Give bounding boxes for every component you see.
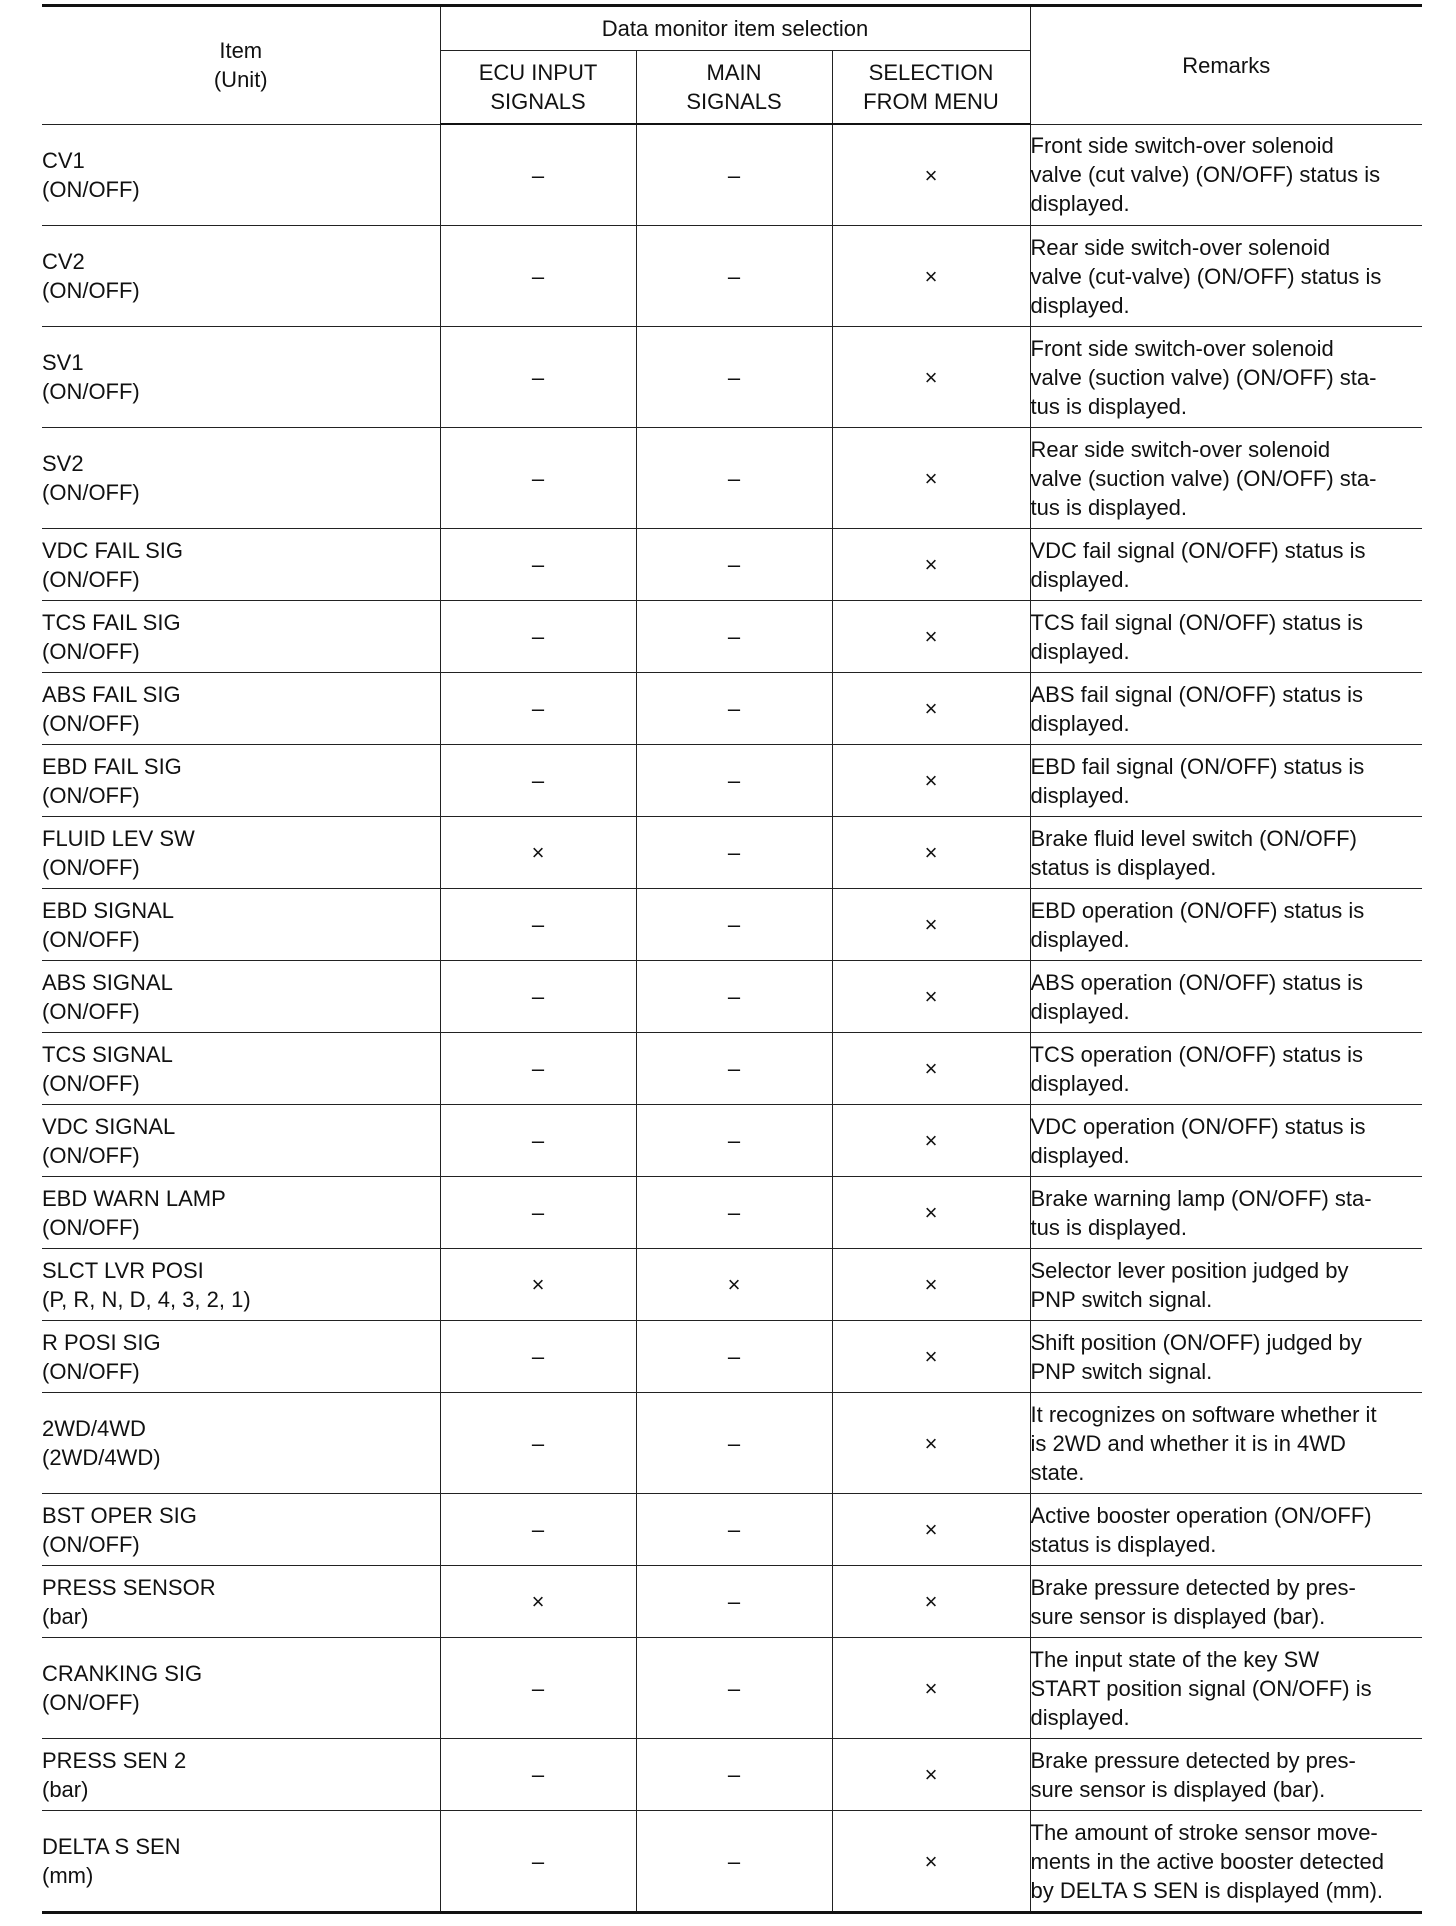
remarks-line: valve (cut valve) (ON/OFF) status is xyxy=(1030,162,1381,188)
item-unit: (ON/OFF) xyxy=(42,480,140,505)
header-remarks: Remarks xyxy=(1030,6,1422,125)
item-name: SLCT LVR POSI xyxy=(42,1257,204,1283)
remarks-line: PNP switch signal. xyxy=(1030,1358,1213,1384)
selection-menu-mark: × xyxy=(832,601,1030,673)
header-ecu-input-signals: ECU INPUT SIGNALS xyxy=(440,51,636,125)
table-row xyxy=(42,745,1422,817)
remarks-line: displayed. xyxy=(1030,926,1130,952)
main-signals-mark: – xyxy=(636,961,832,1033)
item-unit: (ON/OFF) xyxy=(42,998,140,1024)
main-signals-mark: – xyxy=(636,124,832,226)
ecu-input-mark: – xyxy=(440,529,636,601)
table-row xyxy=(42,1033,1422,1105)
remarks-line: sure sensor is displayed (bar). xyxy=(1030,1603,1326,1629)
selection-menu-mark: × xyxy=(832,529,1030,601)
item-unit: (ON/OFF) xyxy=(42,782,140,808)
remarks-cell xyxy=(1030,1811,1422,1913)
item-cell xyxy=(42,529,440,601)
item-name: TCS FAIL SIG xyxy=(42,609,181,635)
main-signals-mark: – xyxy=(636,1105,832,1177)
remarks-line: Brake fluid level switch (ON/OFF) xyxy=(1030,825,1357,851)
main-signals-mark: – xyxy=(636,428,832,529)
ecu-input-mark: – xyxy=(440,1494,636,1566)
item-cell xyxy=(42,961,440,1033)
table-row xyxy=(42,124,1422,226)
ecu-input-mark: – xyxy=(440,961,636,1033)
item-cell xyxy=(42,1566,440,1638)
table-row xyxy=(42,428,1422,529)
main-signals-mark: – xyxy=(636,889,832,961)
selection-menu-mark: × xyxy=(832,428,1030,529)
selection-menu-mark: × xyxy=(832,1321,1030,1393)
item-unit: (ON/OFF) xyxy=(42,638,140,664)
selection-menu-mark: × xyxy=(832,1177,1030,1249)
remarks-line: sure sensor is displayed (bar). xyxy=(1030,1776,1326,1802)
item-name: EBD SIGNAL xyxy=(42,897,175,923)
remarks-line: displayed. xyxy=(1030,998,1130,1024)
selection-menu-mark: × xyxy=(832,226,1030,327)
remarks-cell xyxy=(1030,428,1422,529)
table-row xyxy=(42,1739,1422,1811)
remarks-line: TCS fail signal (ON/OFF) status is xyxy=(1030,609,1364,635)
selection-menu-mark: × xyxy=(832,817,1030,889)
remarks-cell xyxy=(1030,1177,1422,1249)
selection-menu-mark: × xyxy=(832,1638,1030,1739)
remarks-cell xyxy=(1030,1638,1422,1739)
ecu-input-mark: – xyxy=(440,601,636,673)
item-unit: (ON/OFF) xyxy=(42,1531,140,1557)
header-selection-from-menu: SELECTION FROM MENU xyxy=(832,51,1030,125)
remarks-line: START position signal (ON/OFF) is xyxy=(1030,1675,1372,1701)
main-signals-mark: – xyxy=(636,745,832,817)
item-name: R POSI SIG xyxy=(42,1329,161,1355)
selection-menu-mark: × xyxy=(832,124,1030,226)
selection-menu-mark: × xyxy=(832,673,1030,745)
item-unit: (ON/OFF) xyxy=(42,1070,140,1096)
remarks-line: status is displayed. xyxy=(1030,854,1217,880)
main-signals-mark: – xyxy=(636,1739,832,1811)
item-name: EBD FAIL SIG xyxy=(42,753,182,779)
item-cell xyxy=(42,124,440,226)
item-name: SV1 xyxy=(42,350,84,375)
remarks-line: TCS operation (ON/OFF) status is xyxy=(1030,1041,1364,1067)
remarks-line: valve (cut-valve) (ON/OFF) status is xyxy=(1030,263,1382,289)
remarks-line: tus is displayed. xyxy=(1030,494,1188,520)
remarks-cell xyxy=(1030,1393,1422,1494)
item-name: VDC FAIL SIG xyxy=(42,537,184,563)
table-row xyxy=(42,1566,1422,1638)
item-cell xyxy=(42,745,440,817)
table-body xyxy=(42,124,1422,1913)
table-row xyxy=(42,1105,1422,1177)
remarks-cell xyxy=(1030,226,1422,327)
table-row xyxy=(42,1393,1422,1494)
remarks-cell xyxy=(1030,817,1422,889)
main-signals-mark: – xyxy=(636,327,832,428)
item-name: CV2 xyxy=(42,249,85,274)
main-signals-mark: – xyxy=(636,1177,832,1249)
header-unit-label: (Unit) xyxy=(213,67,268,93)
item-unit: (ON/OFF) xyxy=(42,926,140,952)
remarks-line: displayed. xyxy=(1030,566,1130,592)
ecu-input-mark: – xyxy=(440,1638,636,1739)
item-cell xyxy=(42,1638,440,1739)
table-row xyxy=(42,961,1422,1033)
table-row xyxy=(42,327,1422,428)
remarks-line: EBD operation (ON/OFF) status is xyxy=(1030,897,1365,923)
header-main-signals: MAIN SIGNALS xyxy=(636,51,832,125)
ecu-input-mark: – xyxy=(440,1811,636,1913)
selection-menu-mark: × xyxy=(832,1249,1030,1321)
item-cell xyxy=(42,889,440,961)
item-unit: (bar) xyxy=(42,1776,89,1802)
ecu-input-mark: × xyxy=(440,817,636,889)
item-name: SV2 xyxy=(42,451,84,476)
table-header xyxy=(42,6,1422,125)
remarks-cell xyxy=(1030,529,1422,601)
remarks-line: ABS fail signal (ON/OFF) status is xyxy=(1030,681,1364,707)
header-item-label: Item xyxy=(219,38,263,64)
item-cell xyxy=(42,226,440,327)
item-name: TCS SIGNAL xyxy=(42,1041,173,1067)
ecu-input-mark: – xyxy=(440,1739,636,1811)
item-unit: (bar) xyxy=(42,1603,89,1629)
item-unit: (ON/OFF) xyxy=(42,1142,140,1168)
remarks-cell xyxy=(1030,1105,1422,1177)
remarks-line: Brake pressure detected by pres- xyxy=(1030,1574,1356,1600)
main-signals-mark: – xyxy=(636,1321,832,1393)
item-unit: (ON/OFF) xyxy=(42,379,140,404)
item-cell xyxy=(42,1177,440,1249)
main-signals-mark: – xyxy=(636,1494,832,1566)
table-row xyxy=(42,1321,1422,1393)
ecu-input-mark: – xyxy=(440,124,636,226)
item-cell xyxy=(42,673,440,745)
item-name: FLUID LEV SW xyxy=(42,825,195,851)
remarks-line: displayed. xyxy=(1030,710,1130,736)
ecu-input-mark: – xyxy=(440,889,636,961)
selection-menu-mark: × xyxy=(832,889,1030,961)
remarks-line: displayed. xyxy=(1030,1070,1130,1096)
remarks-line: displayed. xyxy=(1030,782,1130,808)
remarks-cell xyxy=(1030,961,1422,1033)
item-unit: (ON/OFF) xyxy=(42,278,140,303)
item-name: PRESS SEN 2 xyxy=(42,1747,187,1773)
item-cell xyxy=(42,1739,440,1811)
item-name: DELTA S SEN xyxy=(42,1834,181,1859)
item-unit: (2WD/4WD) xyxy=(42,1445,161,1470)
remarks-line: EBD fail signal (ON/OFF) status is xyxy=(1030,753,1365,779)
remarks-line: Shift position (ON/OFF) judged by xyxy=(1030,1329,1362,1355)
item-cell xyxy=(42,327,440,428)
remarks-cell xyxy=(1030,124,1422,226)
item-unit: (ON/OFF) xyxy=(42,566,140,592)
remarks-line: The input state of the key SW xyxy=(1030,1646,1320,1672)
remarks-cell xyxy=(1030,1033,1422,1105)
remarks-line: by DELTA S SEN is displayed (mm). xyxy=(1030,1877,1384,1903)
remarks-cell xyxy=(1030,1739,1422,1811)
main-signals-mark: – xyxy=(636,529,832,601)
remarks-line: It recognizes on software whether it xyxy=(1030,1401,1377,1427)
ecu-input-mark: – xyxy=(440,226,636,327)
table-row xyxy=(42,529,1422,601)
main-signals-mark: – xyxy=(636,226,832,327)
main-signals-mark: – xyxy=(636,1393,832,1494)
header-item xyxy=(42,6,440,125)
item-cell xyxy=(42,1105,440,1177)
table-row xyxy=(42,889,1422,961)
item-unit: (ON/OFF) xyxy=(42,176,140,202)
remarks-cell xyxy=(1030,1321,1422,1393)
item-unit: (ON/OFF) xyxy=(42,1690,140,1715)
selection-menu-mark: × xyxy=(832,1494,1030,1566)
ecu-input-mark: – xyxy=(440,1033,636,1105)
remarks-line: Front side switch-over solenoid xyxy=(1030,335,1334,361)
remarks-cell xyxy=(1030,601,1422,673)
table-row xyxy=(42,1811,1422,1913)
remarks-line: status is displayed. xyxy=(1030,1531,1217,1557)
item-cell xyxy=(42,1033,440,1105)
item-unit: (ON/OFF) xyxy=(42,854,140,880)
remarks-cell xyxy=(1030,1249,1422,1321)
remarks-line: Brake warning lamp (ON/OFF) sta- xyxy=(1030,1185,1372,1211)
selection-menu-mark: × xyxy=(832,1566,1030,1638)
item-name: ABS FAIL SIG xyxy=(42,681,181,707)
table-row xyxy=(42,1177,1422,1249)
remarks-line: valve (suction valve) (ON/OFF) sta- xyxy=(1030,465,1377,491)
data-monitor-table xyxy=(42,4,1422,1914)
remarks-line: displayed. xyxy=(1030,1142,1130,1168)
item-name: PRESS SENSOR xyxy=(42,1574,216,1600)
item-unit: (P, R, N, D, 4, 3, 2, 1) xyxy=(42,1286,251,1312)
item-cell xyxy=(42,428,440,529)
table-row xyxy=(42,1249,1422,1321)
main-signals-mark: – xyxy=(636,1033,832,1105)
ecu-input-mark: – xyxy=(440,1393,636,1494)
item-name: 2WD/4WD xyxy=(42,1416,146,1441)
remarks-cell xyxy=(1030,745,1422,817)
main-signals-mark: – xyxy=(636,601,832,673)
item-unit: (ON/OFF) xyxy=(42,1358,140,1384)
ecu-input-mark: – xyxy=(440,1177,636,1249)
main-signals-mark: – xyxy=(636,1638,832,1739)
item-name: BST OPER SIG xyxy=(42,1502,197,1528)
table-row xyxy=(42,1494,1422,1566)
remarks-line: tus is displayed. xyxy=(1030,1214,1188,1240)
remarks-line: Rear side switch-over solenoid xyxy=(1030,234,1331,260)
item-name: VDC SIGNAL xyxy=(42,1113,176,1139)
selection-menu-mark: × xyxy=(832,1811,1030,1913)
ecu-input-mark: – xyxy=(440,673,636,745)
item-cell xyxy=(42,1321,440,1393)
remarks-line: VDC fail signal (ON/OFF) status is xyxy=(1030,537,1366,563)
selection-menu-mark: × xyxy=(832,745,1030,817)
selection-menu-mark: × xyxy=(832,1739,1030,1811)
ecu-input-mark: – xyxy=(440,1321,636,1393)
selection-menu-mark: × xyxy=(832,961,1030,1033)
item-cell xyxy=(42,601,440,673)
main-signals-mark: – xyxy=(636,1811,832,1913)
remarks-line: Active booster operation (ON/OFF) xyxy=(1030,1502,1372,1528)
ecu-input-mark: – xyxy=(440,745,636,817)
remarks-line: displayed. xyxy=(1030,191,1130,217)
item-cell xyxy=(42,1811,440,1913)
item-cell xyxy=(42,1393,440,1494)
main-signals-mark: – xyxy=(636,1566,832,1638)
ecu-input-mark: – xyxy=(440,428,636,529)
selection-menu-mark: × xyxy=(832,1105,1030,1177)
remarks-cell xyxy=(1030,327,1422,428)
remarks-line: ABS operation (ON/OFF) status is xyxy=(1030,969,1364,995)
remarks-line: tus is displayed. xyxy=(1030,393,1188,419)
main-signals-mark: – xyxy=(636,673,832,745)
remarks-line: Front side switch-over solenoid xyxy=(1030,133,1334,159)
ecu-input-mark: – xyxy=(440,1105,636,1177)
item-name: CV1 xyxy=(42,147,85,173)
selection-menu-mark: × xyxy=(832,1033,1030,1105)
remarks-line: state. xyxy=(1030,1459,1085,1485)
ecu-input-mark: × xyxy=(440,1566,636,1638)
item-name: CRANKING SIG xyxy=(42,1661,203,1686)
selection-menu-mark: × xyxy=(832,1393,1030,1494)
table-row xyxy=(42,601,1422,673)
item-unit: (ON/OFF) xyxy=(42,1214,140,1240)
main-signals-mark: – xyxy=(636,817,832,889)
remarks-line: is 2WD and whether it is in 4WD xyxy=(1030,1430,1346,1456)
remarks-cell xyxy=(1030,889,1422,961)
remarks-line: valve (suction valve) (ON/OFF) sta- xyxy=(1030,364,1377,390)
remarks-line: PNP switch signal. xyxy=(1030,1286,1213,1312)
remarks-line: displayed. xyxy=(1030,292,1130,318)
table-row xyxy=(42,1638,1422,1739)
remarks-line: Selector lever position judged by xyxy=(1030,1257,1349,1283)
table-row xyxy=(42,226,1422,327)
remarks-line: VDC operation (ON/OFF) status is xyxy=(1030,1113,1366,1139)
remarks-line: displayed. xyxy=(1030,638,1130,664)
header-data-monitor-selection: Data monitor item selection xyxy=(440,6,1030,51)
item-unit: (mm) xyxy=(42,1863,94,1888)
remarks-line: Brake pressure detected by pres- xyxy=(1030,1747,1356,1773)
remarks-line: Rear side switch-over solenoid xyxy=(1030,436,1331,462)
item-name: EBD WARN LAMP xyxy=(42,1185,226,1211)
remarks-cell xyxy=(1030,1494,1422,1566)
remarks-line: ments in the active booster detected xyxy=(1030,1848,1384,1874)
table-row xyxy=(42,673,1422,745)
selection-menu-mark: × xyxy=(832,327,1030,428)
item-cell xyxy=(42,1494,440,1566)
remarks-line: displayed. xyxy=(1030,1704,1130,1730)
ecu-input-mark: – xyxy=(440,327,636,428)
ecu-input-mark: × xyxy=(440,1249,636,1321)
item-name: ABS SIGNAL xyxy=(42,969,173,995)
remarks-cell xyxy=(1030,1566,1422,1638)
item-cell xyxy=(42,1249,440,1321)
item-cell xyxy=(42,817,440,889)
item-unit: (ON/OFF) xyxy=(42,710,140,736)
main-signals-mark: × xyxy=(636,1249,832,1321)
table-row xyxy=(42,817,1422,889)
remarks-line: The amount of stroke sensor move- xyxy=(1030,1819,1378,1845)
remarks-cell xyxy=(1030,673,1422,745)
